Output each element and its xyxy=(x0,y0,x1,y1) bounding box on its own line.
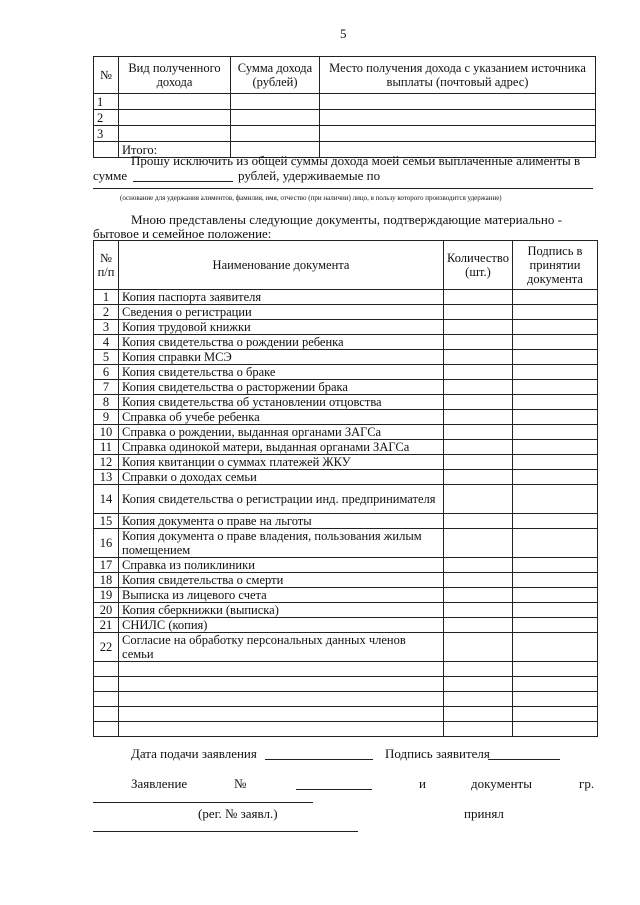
document-row-qty[interactable] xyxy=(444,350,513,365)
document-row-signature[interactable] xyxy=(512,290,597,305)
document-row xyxy=(94,290,598,305)
document-row-qty[interactable] xyxy=(444,455,513,470)
income-total-label: Итого: xyxy=(119,142,231,158)
document-row-name[interactable] xyxy=(119,722,444,737)
document-row-qty[interactable] xyxy=(444,425,513,440)
document-row-signature[interactable] xyxy=(512,677,597,692)
document-row-qty[interactable] xyxy=(444,558,513,573)
document-row-num: 7 xyxy=(94,380,119,395)
docs-intro-line2: бытовое и семейное положение: xyxy=(93,226,272,241)
document-row-qty[interactable] xyxy=(444,410,513,425)
document-empty-row xyxy=(94,722,598,737)
document-row-num: 19 xyxy=(94,588,119,603)
document-row-num: 22 xyxy=(94,633,119,662)
document-row-num: 2 xyxy=(94,305,119,320)
document-row-name: Копия свидетельства о рождении ребенка xyxy=(119,335,444,350)
document-row-num: 9 xyxy=(94,410,119,425)
document-row-qty[interactable] xyxy=(444,290,513,305)
document-row-signature[interactable] xyxy=(512,350,597,365)
document-row-name: Выписка из лицевого счета xyxy=(119,588,444,603)
document-row-qty[interactable] xyxy=(444,335,513,350)
document-row-signature[interactable] xyxy=(512,692,597,707)
alimony-text-line1: Прошу исключить из общей суммы дохода моей семьи выплаченные алименты в xyxy=(131,153,581,168)
document-row-signature[interactable] xyxy=(512,440,597,455)
alimony-basis-field[interactable] xyxy=(93,188,593,189)
documents-table xyxy=(93,240,598,737)
income-type-cell[interactable] xyxy=(119,94,231,110)
document-row xyxy=(94,470,598,485)
statement-no-label: № xyxy=(234,776,247,791)
document-row-qty[interactable] xyxy=(444,588,513,603)
document-row-num: 11 xyxy=(94,440,119,455)
statement-number-field[interactable] xyxy=(296,789,372,790)
document-empty-row xyxy=(94,677,598,692)
document-row xyxy=(94,633,598,662)
docs-header-qty: Количество (шт.) xyxy=(444,241,513,290)
citizen-name-field[interactable] xyxy=(93,802,313,803)
document-row-name: Копия свидетельства о смерти xyxy=(119,573,444,588)
document-row-signature[interactable] xyxy=(512,588,597,603)
document-row-qty[interactable] xyxy=(444,365,513,380)
document-row-name[interactable] xyxy=(119,677,444,692)
alimony-note: (основание для удержания алиментов, фамилия, имя, отчество (при наличии) лицо, в пользу которого производится удержание) xyxy=(120,194,502,202)
applicant-signature-label: Подпись заявителя xyxy=(385,746,490,761)
document-row-num xyxy=(94,722,119,737)
document-row xyxy=(94,440,598,455)
document-row-qty[interactable] xyxy=(444,722,513,737)
document-row xyxy=(94,335,598,350)
document-row-num xyxy=(94,707,119,722)
document-row xyxy=(94,380,598,395)
document-empty-row xyxy=(94,692,598,707)
document-row-name: СНИЛС (копия) xyxy=(119,618,444,633)
income-type-cell[interactable] xyxy=(119,110,231,126)
document-row-qty[interactable] xyxy=(444,573,513,588)
document-row-num: 3 xyxy=(94,320,119,335)
document-row-qty[interactable] xyxy=(444,305,513,320)
document-row-name[interactable] xyxy=(119,707,444,722)
document-row-name: Согласие на обработку персональных данных членов семьи xyxy=(119,633,444,662)
document-row-name: Копия сберкнижки (выписка) xyxy=(119,603,444,618)
document-row xyxy=(94,603,598,618)
income-place-cell[interactable] xyxy=(320,126,596,142)
document-row-signature[interactable] xyxy=(512,455,597,470)
document-row-name: Копия справки МСЭ xyxy=(119,350,444,365)
document-row-signature[interactable] xyxy=(512,335,597,350)
income-row-num: 2 xyxy=(94,110,119,126)
document-row-qty[interactable] xyxy=(444,618,513,633)
document-row-signature[interactable] xyxy=(512,410,597,425)
income-row-num: 3 xyxy=(94,126,119,142)
applicant-signature-field[interactable] xyxy=(488,759,560,760)
document-row-signature[interactable] xyxy=(512,470,597,485)
document-row-signature[interactable] xyxy=(512,722,597,737)
document-row xyxy=(94,410,598,425)
document-row xyxy=(94,365,598,380)
document-row-name: Сведения о регистрации xyxy=(119,305,444,320)
income-place-cell[interactable] xyxy=(320,94,596,110)
document-row-num: 17 xyxy=(94,558,119,573)
income-row xyxy=(94,94,596,110)
document-row-name: Копия документа о праве на льготы xyxy=(119,514,444,529)
income-place-cell[interactable] xyxy=(320,110,596,126)
document-row-qty[interactable] xyxy=(444,677,513,692)
document-row-num: 8 xyxy=(94,395,119,410)
document-row-qty[interactable] xyxy=(444,440,513,455)
income-amount-cell[interactable] xyxy=(231,110,320,126)
income-row xyxy=(94,126,596,142)
document-row-name: Справка одинокой матери, выданная органами ЗАГСа xyxy=(119,440,444,455)
document-row-qty[interactable] xyxy=(444,707,513,722)
document-row-name: Копия свидетельства о браке xyxy=(119,365,444,380)
document-row-signature[interactable] xyxy=(512,305,597,320)
income-row xyxy=(94,110,596,126)
document-row-name: Справка о рождении, выданная органами ЗАГСа xyxy=(119,425,444,440)
document-row-signature[interactable] xyxy=(512,707,597,722)
income-header-num: № xyxy=(94,57,119,94)
document-row xyxy=(94,558,598,573)
document-row-signature[interactable] xyxy=(512,514,597,529)
document-row-name: Копия свидетельства о расторжении брака xyxy=(119,380,444,395)
document-row-num: 5 xyxy=(94,350,119,365)
reg-number-label: (рег. № заявл.) xyxy=(198,806,278,821)
document-row-signature[interactable] xyxy=(512,529,597,558)
document-empty-row xyxy=(94,662,598,677)
document-row-num: 4 xyxy=(94,335,119,350)
document-row-qty[interactable] xyxy=(444,514,513,529)
document-row-qty[interactable] xyxy=(444,692,513,707)
statement-label: Заявление xyxy=(131,776,188,791)
document-row-num xyxy=(94,692,119,707)
document-row-num: 10 xyxy=(94,425,119,440)
document-row-signature[interactable] xyxy=(512,320,597,335)
document-row-qty[interactable] xyxy=(444,395,513,410)
income-table xyxy=(93,56,596,158)
document-row-num: 14 xyxy=(94,485,119,514)
document-empty-row xyxy=(94,707,598,722)
gr-label: гр. xyxy=(579,776,595,791)
docs-header-signature: Подпись в принятии документа xyxy=(512,241,597,290)
alimony-sum-label: сумме xyxy=(93,168,128,183)
docs-intro-line1: Мною представлены следующие документы, подтверждающие материально - xyxy=(131,212,562,227)
document-row-signature[interactable] xyxy=(512,558,597,573)
document-row-num xyxy=(94,677,119,692)
income-header-type: Вид полученного дохода xyxy=(119,57,231,94)
document-row-name: Копия свидетельства об установлении отцовства xyxy=(119,395,444,410)
document-row-num: 1 xyxy=(94,290,119,305)
income-header-place: Место получения дохода с указанием источника выплаты (почтовый адрес) xyxy=(320,57,596,94)
alimony-sum-field[interactable] xyxy=(133,181,233,182)
document-row-qty[interactable] xyxy=(444,662,513,677)
document-row-num: 18 xyxy=(94,573,119,588)
docs-header-num: № п/п xyxy=(94,241,119,290)
document-row-name: Копия документа о праве владения, пользования жилым помещением xyxy=(119,529,444,558)
document-row-signature[interactable] xyxy=(512,618,597,633)
document-row-qty[interactable] xyxy=(444,380,513,395)
document-row-qty[interactable] xyxy=(444,470,513,485)
document-row-name: Справка из поликлиники xyxy=(119,558,444,573)
document-row-num: 13 xyxy=(94,470,119,485)
document-row xyxy=(94,395,598,410)
document-row xyxy=(94,514,598,529)
document-row xyxy=(94,455,598,470)
income-amount-cell[interactable] xyxy=(231,94,320,110)
document-row xyxy=(94,425,598,440)
document-row xyxy=(94,320,598,335)
accepted-by-field[interactable] xyxy=(93,831,358,832)
income-table-header xyxy=(94,57,596,94)
document-row xyxy=(94,529,598,558)
document-row-num: 20 xyxy=(94,603,119,618)
page-number: 5 xyxy=(340,26,347,41)
document-row-name: Копия квитанции о суммах платежей ЖКУ xyxy=(119,455,444,470)
document-row-num xyxy=(94,662,119,677)
document-row xyxy=(94,618,598,633)
income-amount-cell[interactable] xyxy=(231,126,320,142)
document-row-signature[interactable] xyxy=(512,573,597,588)
income-header-amount: Сумма дохода (рублей) xyxy=(231,57,320,94)
document-row-signature[interactable] xyxy=(512,603,597,618)
document-row-qty[interactable] xyxy=(444,485,513,514)
document-row-signature[interactable] xyxy=(512,425,597,440)
document-row-num: 6 xyxy=(94,365,119,380)
document-row-signature[interactable] xyxy=(512,662,597,677)
document-row-num: 16 xyxy=(94,529,119,558)
document-row-num: 12 xyxy=(94,455,119,470)
document-row xyxy=(94,350,598,365)
document-row-name: Справки о доходах семьи xyxy=(119,470,444,485)
document-row xyxy=(94,588,598,603)
and-label: и xyxy=(419,776,426,791)
submission-date-label: Дата подачи заявления xyxy=(131,746,257,761)
document-row-name: Копия свидетельства о регистрации инд. предпринимателя xyxy=(119,485,444,514)
documents-table-header xyxy=(94,241,598,290)
income-type-cell[interactable] xyxy=(119,126,231,142)
document-row xyxy=(94,573,598,588)
document-row-num: 21 xyxy=(94,618,119,633)
document-row-qty[interactable] xyxy=(444,529,513,558)
document-row xyxy=(94,485,598,514)
document-row-signature[interactable] xyxy=(512,380,597,395)
document-row-name[interactable] xyxy=(119,692,444,707)
document-row-name: Копия паспорта заявителя xyxy=(119,290,444,305)
document-row-signature[interactable] xyxy=(512,395,597,410)
document-row-qty[interactable] xyxy=(444,633,513,662)
document-row xyxy=(94,305,598,320)
document-row-name: Справка об учебе ребенка xyxy=(119,410,444,425)
document-row-qty[interactable] xyxy=(444,320,513,335)
documents-table-body xyxy=(94,290,598,737)
document-row-qty[interactable] xyxy=(444,603,513,618)
income-row-num: 1 xyxy=(94,94,119,110)
alimony-text-line2: рублей, удерживаемые по xyxy=(238,168,381,183)
document-row-num: 15 xyxy=(94,514,119,529)
document-row-signature[interactable] xyxy=(512,485,597,514)
document-row-signature[interactable] xyxy=(512,365,597,380)
document-row-name: Копия трудовой книжки xyxy=(119,320,444,335)
document-row-signature[interactable] xyxy=(512,633,597,662)
accepted-label: принял xyxy=(464,806,504,821)
docs-header-name: Наименование документа xyxy=(119,241,444,290)
documents-label: документы xyxy=(471,776,532,791)
document-row-name[interactable] xyxy=(119,662,444,677)
submission-date-field[interactable] xyxy=(265,759,373,760)
